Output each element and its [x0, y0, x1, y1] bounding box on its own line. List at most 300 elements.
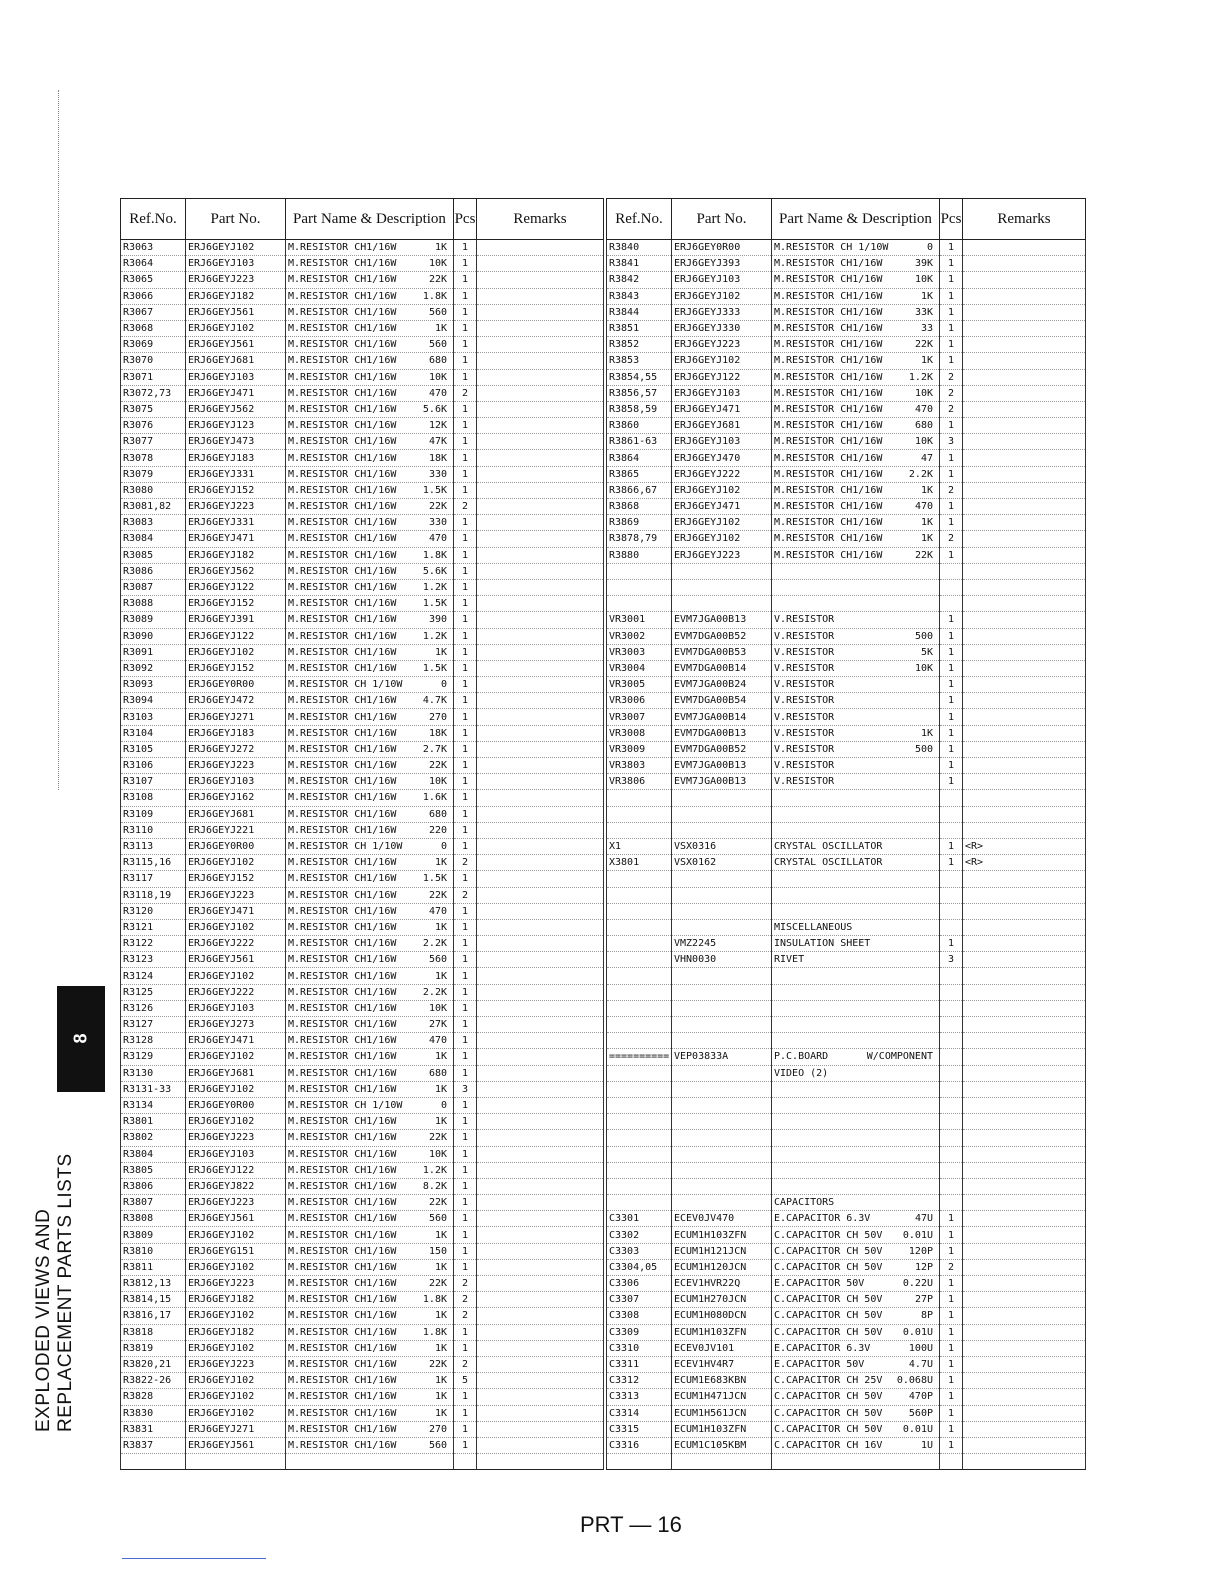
description: [286, 385, 454, 401]
table-row: [607, 1259, 1086, 1275]
part-value: 1K: [434, 857, 447, 869]
pcs: 1: [454, 1259, 477, 1275]
part-no: ERJ6GEYJ471: [186, 385, 286, 401]
part-value: [933, 758, 937, 773]
part-value: 390: [428, 614, 447, 626]
part-value: 22K: [428, 274, 447, 286]
part-name: M.RESISTOR CH1/16W: [774, 533, 883, 545]
table-row: [121, 871, 604, 887]
remarks: [963, 806, 1086, 822]
part-no: ERJ6GEYJ152: [186, 871, 286, 887]
part-name: M.RESISTOR CH1/16W: [288, 889, 397, 901]
part-no: ERJ6GEYJ102: [672, 482, 772, 498]
remarks: [963, 1437, 1086, 1453]
description: [772, 450, 940, 466]
pcs: [940, 579, 963, 595]
part-value: 680: [428, 1067, 447, 1079]
table-row: [121, 644, 604, 660]
ref-no: R3134: [121, 1097, 186, 1113]
part-value: 10K: [914, 436, 933, 448]
section-title-line2: REPLACEMENT PARTS LISTS: [55, 1153, 76, 1432]
pcs: 1: [940, 256, 963, 272]
remarks: [477, 1308, 604, 1324]
part-value: 0.22U: [902, 1278, 933, 1290]
part-no: ERJ6GEYJ123: [186, 418, 286, 434]
table-row: [607, 1146, 1086, 1162]
ref-no: R3851: [607, 320, 672, 336]
ref-no: R3093: [121, 677, 186, 693]
part-no: [672, 919, 772, 935]
pcs: 1: [940, 677, 963, 693]
description: [286, 515, 454, 531]
table-row: [607, 741, 1086, 757]
table-row: [121, 337, 604, 353]
remarks: [963, 353, 1086, 369]
description: [286, 612, 454, 628]
ref-no: R3818: [121, 1324, 186, 1340]
description: [772, 499, 940, 515]
table-row: [607, 272, 1086, 288]
remarks: [963, 1000, 1086, 1016]
ref-no: C3303: [607, 1243, 672, 1259]
table-row: [607, 401, 1086, 417]
table-row: [607, 1243, 1086, 1259]
pcs: 1: [454, 304, 477, 320]
table-row: [121, 1292, 604, 1308]
parts-table-right: [606, 198, 1086, 1470]
table-row: [607, 628, 1086, 644]
part-no: ERJ6GEYJ102: [186, 919, 286, 935]
table-row: [121, 903, 604, 919]
description: [772, 579, 940, 595]
table-row: [121, 466, 604, 482]
remarks: [477, 401, 604, 417]
pcs: 1: [454, 1049, 477, 1065]
table-row: [607, 353, 1086, 369]
part-value: 560P: [908, 1407, 933, 1419]
part-value: 1K: [434, 242, 447, 254]
part-name: E.CAPACITOR 6.3V: [774, 1342, 871, 1354]
part-no: ERJ6GEYJ122: [186, 1162, 286, 1178]
part-name: C.CAPACITOR CH 50V: [774, 1326, 883, 1338]
ref-no: R3078: [121, 450, 186, 466]
remarks: [477, 838, 604, 854]
pcs: 1: [454, 1227, 477, 1243]
table-row: [607, 1114, 1086, 1130]
pcs: 3: [940, 434, 963, 450]
part-value: 330: [428, 468, 447, 480]
part-no: ECEV1HVR22Q: [672, 1276, 772, 1292]
pcs: 1: [454, 1243, 477, 1259]
ref-no: R3878,79: [607, 531, 672, 547]
part-no: ERJ6GEYJ182: [186, 547, 286, 563]
part-value: 470: [914, 501, 933, 513]
part-name: M.RESISTOR CH1/16W: [288, 1067, 397, 1079]
part-no: ERJ6GEY0R00: [186, 838, 286, 854]
part-no: [672, 1114, 772, 1130]
remarks: [963, 1227, 1086, 1243]
pcs: 1: [940, 353, 963, 369]
ref-no: VR3006: [607, 693, 672, 709]
part-no: [672, 984, 772, 1000]
part-no: [672, 1454, 772, 1470]
remarks: [963, 482, 1086, 498]
table-row: [607, 709, 1086, 725]
part-no: ECUM1H080DCN: [672, 1308, 772, 1324]
ref-no: R3106: [121, 758, 186, 774]
pcs: 1: [454, 968, 477, 984]
description: [772, 677, 940, 693]
ref-no: R3864: [607, 450, 672, 466]
remarks: [477, 1405, 604, 1421]
part-value: 5K: [920, 646, 933, 658]
part-name: C.CAPACITOR CH 50V: [774, 1423, 883, 1435]
description: [772, 1097, 940, 1113]
part-name: CRYSTAL OSCILLATOR: [774, 841, 883, 853]
part-name: C.CAPACITOR CH 50V: [774, 1391, 883, 1403]
remarks: [963, 1130, 1086, 1146]
ref-no: C3316: [607, 1437, 672, 1453]
part-name: M.RESISTOR CH1/16W: [288, 517, 397, 529]
pcs: 1: [940, 418, 963, 434]
part-value: 680: [428, 355, 447, 367]
table-row: [121, 1405, 604, 1421]
part-no: ERJ6GEYJ182: [186, 1324, 286, 1340]
part-no: ECUM1H471JCN: [672, 1389, 772, 1405]
part-no: ERJ6GEYJ152: [186, 596, 286, 612]
part-value: 1K: [434, 1375, 447, 1387]
part-no: ERJ6GEYJ471: [672, 401, 772, 417]
part-no: ERJ6GEYJ102: [186, 1340, 286, 1356]
remarks: [963, 240, 1086, 256]
part-name: CRYSTAL OSCILLATOR: [774, 857, 883, 869]
description: [772, 531, 940, 547]
part-no: ERJ6GEYJ102: [186, 240, 286, 256]
table-row: [607, 660, 1086, 676]
table-row: [121, 450, 604, 466]
header-name: Part Name & Description: [286, 199, 454, 240]
remarks: [963, 515, 1086, 531]
part-value: 470: [428, 533, 447, 545]
remarks: [963, 774, 1086, 790]
ref-no: R3854,55: [607, 369, 672, 385]
ref-no: [607, 1033, 672, 1049]
part-name: C.CAPACITOR CH 50V: [774, 1407, 883, 1419]
part-no: ERJ6GEYJ562: [186, 563, 286, 579]
part-value: 22K: [428, 760, 447, 772]
table-row: [121, 1195, 604, 1211]
remarks: [963, 1276, 1086, 1292]
description: [772, 596, 940, 612]
pcs: 1: [454, 482, 477, 498]
part-no: VSX0316: [672, 838, 772, 854]
ref-no: R3109: [121, 806, 186, 822]
ref-no: ==========: [607, 1049, 672, 1065]
part-name: V.RESISTOR: [774, 662, 835, 674]
part-value: 1K: [434, 1391, 447, 1403]
table-row: [121, 353, 604, 369]
header-part: Part No.: [186, 199, 286, 240]
table-row: [121, 725, 604, 741]
part-name: M.RESISTOR CH1/16W: [774, 274, 883, 286]
pcs: 1: [940, 774, 963, 790]
table-row: [121, 952, 604, 968]
ref-no: R3072,73: [121, 385, 186, 401]
remarks: [963, 628, 1086, 644]
part-name: M.RESISTOR CH1/16W: [774, 403, 883, 415]
part-name: V.RESISTOR: [774, 630, 835, 642]
pcs: 2: [940, 1259, 963, 1275]
part-value: 5.6K: [422, 565, 447, 577]
pcs: 1: [454, 1017, 477, 1033]
remarks: [963, 418, 1086, 434]
part-name: M.RESISTOR CH1/16W: [288, 290, 397, 302]
table-row: [607, 418, 1086, 434]
description: [286, 1373, 454, 1389]
ref-no: [607, 1146, 672, 1162]
description: [286, 563, 454, 579]
table-row: [121, 790, 604, 806]
part-value: 0.068U: [896, 1375, 933, 1387]
part-value: 47U: [914, 1213, 933, 1225]
table-row: [607, 612, 1086, 628]
ref-no: R3069: [121, 337, 186, 353]
pcs: 1: [940, 1308, 963, 1324]
description: [772, 984, 940, 1000]
pcs: 1: [940, 288, 963, 304]
part-value: 1K: [434, 1261, 447, 1273]
part-no: ERJ6GEYJ221: [186, 822, 286, 838]
description: [772, 1049, 940, 1065]
part-no: ERJ6GEYJ561: [186, 337, 286, 353]
table-row: [121, 1178, 604, 1194]
table-row: [607, 466, 1086, 482]
pcs: 1: [940, 337, 963, 353]
header-pcs: Pcs: [940, 199, 963, 240]
remarks: [963, 709, 1086, 725]
part-name: M.RESISTOR CH1/16W: [774, 258, 883, 270]
pcs: [940, 1195, 963, 1211]
ref-no: R3080: [121, 482, 186, 498]
part-no: EVM7DGA00B13: [672, 725, 772, 741]
section-number: 8: [70, 1033, 91, 1044]
remarks: [477, 1259, 604, 1275]
description: [286, 660, 454, 676]
part-no: [672, 1065, 772, 1081]
pcs: 1: [454, 725, 477, 741]
description: [286, 450, 454, 466]
table-row: [607, 1389, 1086, 1405]
part-no: ECUM1H121JCN: [672, 1243, 772, 1259]
part-no: EVM7DGA00B52: [672, 628, 772, 644]
description: [772, 790, 940, 806]
remarks: [963, 1454, 1086, 1470]
part-name: M.RESISTOR CH1/16W: [774, 339, 883, 351]
part-name: M.RESISTOR CH1/16W: [288, 1342, 397, 1354]
remarks: [477, 1276, 604, 1292]
table-row: [121, 304, 604, 320]
part-name: M.RESISTOR CH1/16W: [288, 1261, 397, 1273]
pcs: 1: [940, 1340, 963, 1356]
ref-no: [607, 1130, 672, 1146]
remarks: [477, 1373, 604, 1389]
ref-no: R3861-63: [607, 434, 672, 450]
part-name: M.RESISTOR CH1/16W: [288, 857, 397, 869]
ref-no: [607, 1178, 672, 1194]
ref-no: R3802: [121, 1130, 186, 1146]
description: [286, 1178, 454, 1194]
table-row: [607, 822, 1086, 838]
remarks: [477, 579, 604, 595]
ref-no: [607, 822, 672, 838]
table-row: [607, 482, 1086, 498]
remarks: [477, 612, 604, 628]
remarks: [963, 563, 1086, 579]
ref-no: R3869: [607, 515, 672, 531]
part-value: 10K: [428, 1002, 447, 1014]
part-name: M.RESISTOR CH1/16W: [288, 1359, 397, 1371]
ref-no: C3311: [607, 1356, 672, 1372]
ref-no: [607, 984, 672, 1000]
table-row: [121, 984, 604, 1000]
table-row: [121, 693, 604, 709]
ref-no: C3313: [607, 1389, 672, 1405]
remarks: [477, 272, 604, 288]
table-row: [607, 579, 1086, 595]
part-name: M.RESISTOR CH1/16W: [288, 646, 397, 658]
pcs: 1: [454, 1195, 477, 1211]
table-row: [607, 515, 1086, 531]
ref-no: R3104: [121, 725, 186, 741]
description: [286, 579, 454, 595]
ref-no: R3126: [121, 1000, 186, 1016]
description: [286, 952, 454, 968]
remarks: [477, 758, 604, 774]
ref-no: R3084: [121, 531, 186, 547]
part-value: 22K: [428, 1197, 447, 1209]
pcs: 1: [454, 919, 477, 935]
part-name: M.RESISTOR CH1/16W: [288, 630, 397, 642]
pcs: 1: [940, 450, 963, 466]
remarks: [963, 1308, 1086, 1324]
part-name: M.RESISTOR CH1/16W: [288, 371, 397, 383]
part-no: ERJ6GEYJ331: [186, 515, 286, 531]
ref-no: R3830: [121, 1405, 186, 1421]
part-name: M.RESISTOR CH1/16W: [288, 1407, 397, 1419]
pcs: 1: [454, 337, 477, 353]
table-row: [607, 1308, 1086, 1324]
part-name: M.RESISTOR CH 1/10W: [288, 841, 403, 853]
remarks: [477, 1178, 604, 1194]
part-no: ECUM1H120JCN: [672, 1259, 772, 1275]
ref-no: R3086: [121, 563, 186, 579]
pcs: 1: [454, 547, 477, 563]
part-name: V.RESISTOR: [774, 614, 835, 626]
pcs: 1: [940, 838, 963, 854]
part-no: ERJ6GEYJ271: [186, 709, 286, 725]
part-value: 47K: [428, 436, 447, 448]
table-row: [607, 1211, 1086, 1227]
remarks: [963, 822, 1086, 838]
remarks: [477, 418, 604, 434]
part-name: M.RESISTOR CH1/16W: [288, 258, 397, 270]
part-no: ERJ6GEYJ822: [186, 1178, 286, 1194]
part-no: ERJ6GEYJ102: [186, 1373, 286, 1389]
part-name: M.RESISTOR CH1/16W: [288, 1229, 397, 1241]
part-no: ECUM1H561JCN: [672, 1405, 772, 1421]
header-pcs: Pcs: [454, 199, 477, 240]
part-value: 10K: [914, 274, 933, 286]
part-value: 0.01U: [902, 1326, 933, 1338]
table-row: [121, 936, 604, 952]
pcs: 1: [454, 240, 477, 256]
pcs: [940, 1114, 963, 1130]
ref-no: VR3806: [607, 774, 672, 790]
part-value: 1.5K: [422, 598, 447, 610]
part-no: EVM7DGA00B52: [672, 741, 772, 757]
pcs: 1: [454, 596, 477, 612]
remarks: [477, 774, 604, 790]
pcs: 1: [454, 434, 477, 450]
table-row: [607, 1437, 1086, 1453]
part-value: 18K: [428, 452, 447, 464]
ref-no: R3801: [121, 1114, 186, 1130]
remarks: [477, 353, 604, 369]
part-name: M.RESISTOR CH1/16W: [288, 792, 397, 804]
table-row: [121, 806, 604, 822]
description: [772, 1162, 940, 1178]
pcs: 1: [940, 499, 963, 515]
part-name: M.RESISTOR CH1/16W: [288, 970, 397, 982]
table-row: [607, 1340, 1086, 1356]
part-name: M.RESISTOR CH1/16W: [288, 1294, 397, 1306]
table-row: [121, 838, 604, 854]
description: [286, 644, 454, 660]
pcs: 1: [940, 741, 963, 757]
remarks: [477, 984, 604, 1000]
description: [286, 1017, 454, 1033]
part-name: RIVET: [774, 954, 805, 966]
part-name: M.RESISTOR CH1/16W: [288, 452, 397, 464]
description: [286, 434, 454, 450]
description: [286, 353, 454, 369]
pcs: 1: [940, 1373, 963, 1389]
table-row: [607, 1000, 1086, 1016]
remarks: [963, 1065, 1086, 1081]
table-row: [607, 903, 1086, 919]
remarks: [963, 1356, 1086, 1372]
pcs: [940, 903, 963, 919]
description: [286, 1227, 454, 1243]
part-name: M.RESISTOR CH1/16W: [288, 1035, 397, 1047]
remarks: [477, 1195, 604, 1211]
description: [772, 936, 940, 952]
pcs: 1: [454, 531, 477, 547]
description: [286, 919, 454, 935]
description: [286, 1049, 454, 1065]
remarks: [477, 871, 604, 887]
description: [286, 1033, 454, 1049]
pcs: 1: [940, 320, 963, 336]
part-no: VSX0162: [672, 855, 772, 871]
description: [286, 1454, 454, 1470]
part-no: [672, 1162, 772, 1178]
part-value: 10K: [428, 371, 447, 383]
part-value: 1K: [434, 1342, 447, 1354]
description: [286, 547, 454, 563]
table-row: [121, 482, 604, 498]
part-no: ERJ6GEYJ273: [186, 1017, 286, 1033]
